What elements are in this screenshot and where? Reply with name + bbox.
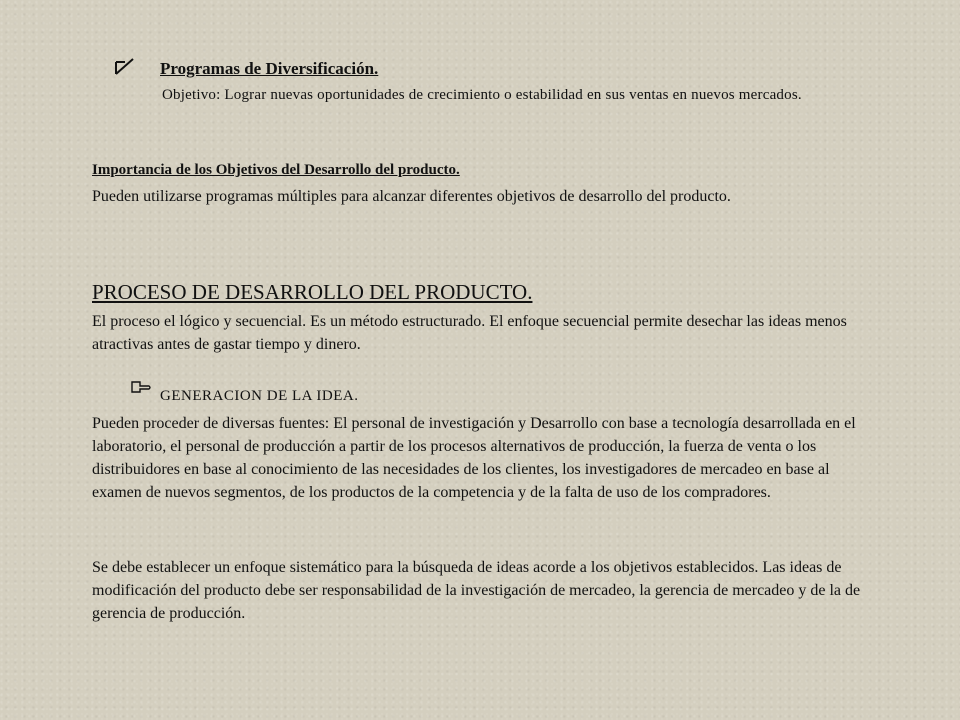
generacion-heading: GENERACION DE LA IDEA. [160,388,359,404]
generacion-body-1: Pueden proceder de diversas fuentes: El personal de investigación y Desarrollo con base a tecnología desarrollada en el laboratorio, el personal de producción a partir de los procesos alternativos de producción, la fuerza de venta o los distribuidores en base al conocimiento de las necesidades de los clientes, los investigadores de mercadeo en base al examen de nuevos segmentos, de los productos de la competencia y de la falta de uso de los compradores. [92,415,856,501]
diversificacion-title: Programas de Diversificación. [160,59,379,78]
importancia-heading: Importancia de los Objetivos del Desarrollo del producto. [92,162,460,178]
diagonal-stroke-icon-svg [113,56,137,78]
proceso-heading: PROCESO DE DESARROLLO DEL PRODUCTO. [92,280,533,304]
diversificacion-objective: Objetivo: Lograr nuevas oportunidades de crecimiento o estabilidad en sus ventas en nuevos mercados. [162,87,802,103]
importancia-body: Pueden utilizarse programas múltiples para alcanzar diferentes objetivos de desarrollo del producto. [92,188,731,205]
proceso-body: El proceso el lógico y secuencial. Es un método estructurado. El enfoque secuencial permite desechar las ideas menos atractivas antes de gastar tiempo y dinero. [92,313,847,353]
pointing-hand-icon [130,378,152,401]
generacion-body-2: Se debe establecer un enfoque sistemático para la búsqueda de ideas acorde a los objetivos establecidos. Las ideas de modificación del producto debe ser responsabilidad de la investigación de mercadeo, la gerencia de mercadeo y de la de gerencia de producción. [92,559,861,622]
diagonal-stroke-icon [113,56,137,83]
pointing-hand-icon-svg [130,378,152,396]
